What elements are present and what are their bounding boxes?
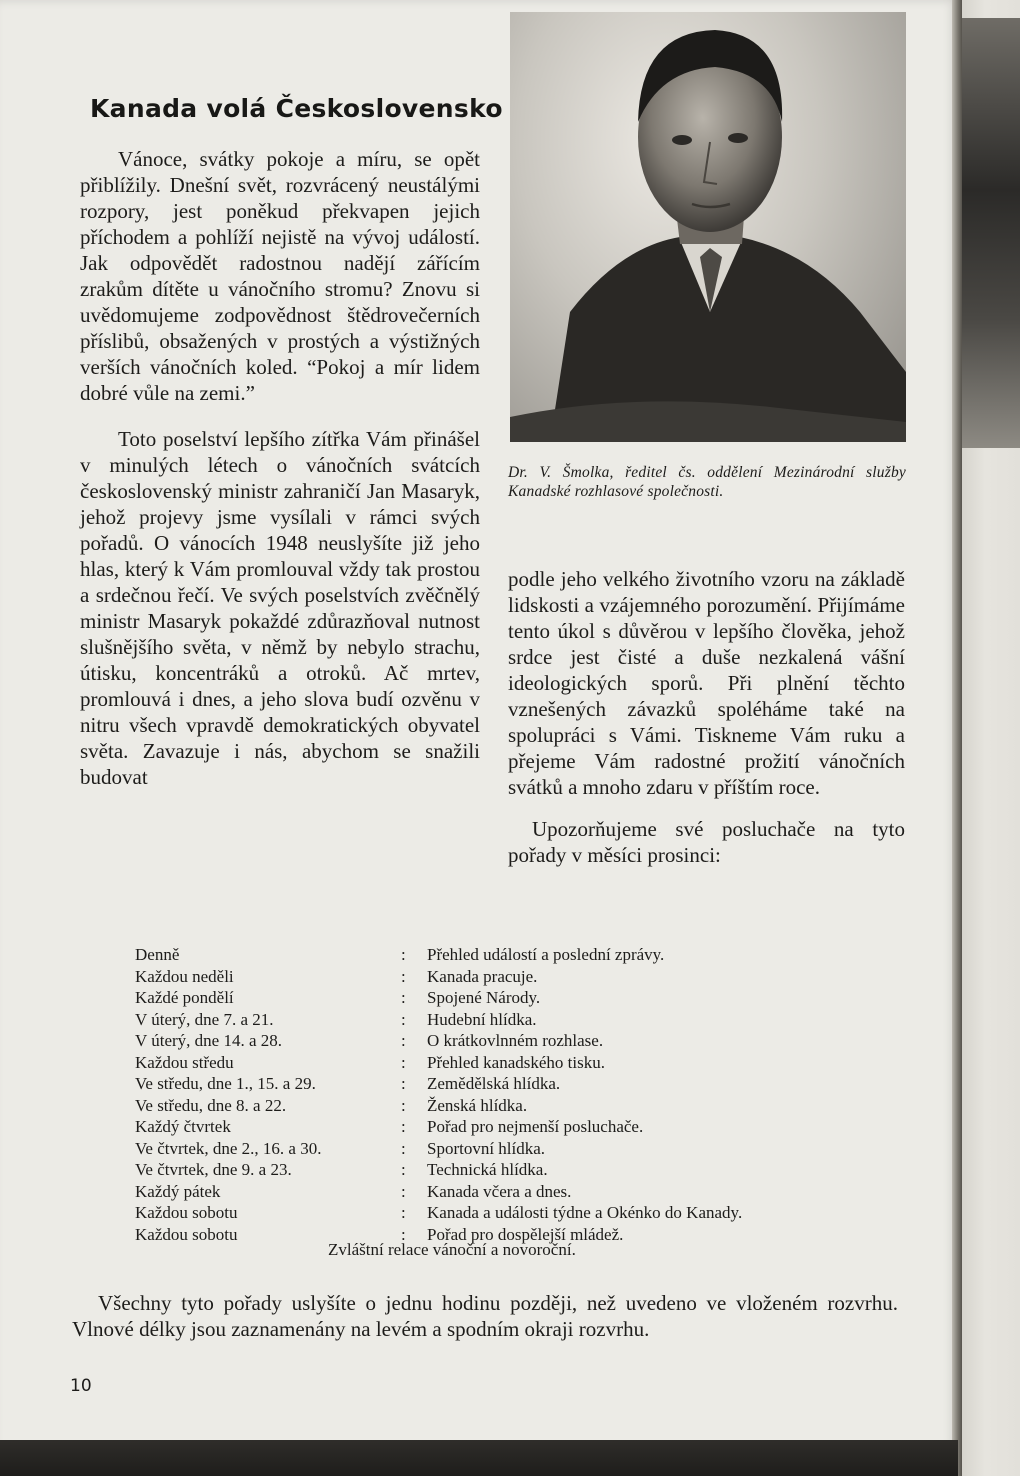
schedule-program: Kanada pracuje. — [427, 966, 538, 986]
schedule-row — [135, 987, 855, 1009]
schedule-day: Každé pondělí — [135, 988, 234, 1007]
schedule-program: Spojené Národy. — [427, 988, 541, 1007]
portrait-illustration — [510, 12, 906, 442]
schedule-separator: : — [401, 988, 406, 1007]
schedule-separator: : — [401, 1095, 406, 1115]
schedule-separator: : — [401, 1031, 406, 1050]
schedule-row — [135, 1159, 855, 1181]
schedule-row — [135, 1116, 855, 1138]
photo-caption: Dr. V. Šmolka, ředitel čs. oddělení Mezinárodní služby Kanadské rozhlasové společnosti. — [508, 464, 906, 500]
schedule-program: Ženská hlídka. — [427, 1095, 528, 1115]
schedule-separator: : — [401, 1160, 406, 1179]
schedule-day: Ve čtvrtek, dne 9. a 23. — [135, 1160, 292, 1179]
schedule-separator: : — [401, 945, 406, 964]
schedule-day: Každou neděli — [135, 966, 234, 986]
closing-text: Všechny tyto pořady uslyšíte o jednu hodinu později, než uvedeno ve vloženém rozvrhu. Vlnové délky jsou zaznamenány na levém a spodním okraji rozvrhu. — [72, 1291, 898, 1341]
schedule-day: Denně — [135, 945, 180, 964]
schedule-program: O krátkovlnném rozhlase. — [427, 1031, 604, 1050]
schedule-row — [135, 1181, 855, 1203]
intro-paragraph: Vánoce, svátky pokoje a míru, se opět přiblížily. Dnešní svět, rozvrácený neustálými rozpory, jest poněkud překvapen jejich příchodem a pohlíží nejistě na vývoj událostí. Jak odpovědět radostnou nadějí zářícím zrakům dítěte u vánočního stromu? Znovu si uvědomujeme zodpovědnost štědrovečerních příslibů, obsažených v prostých a výstižných verších vánočních koled. “Pokoj a mír lidem dobré vůle na zemi.” — [80, 147, 480, 405]
schedule-day: Ve čtvrtek, dne 2., 16. a 30. — [135, 1138, 322, 1158]
masaryk-paragraph: Toto poselství lepšího zítřka Vám přinášel v minulých létech o vánočních svátcích československý ministr zahraničí Jan Masaryk, jehož projevy jsme vysílali v rámci svých pořadů. O vánocích 1948 neuslyšíte již jeho hlas, který k Vám promlouval vždy tak prostou a srdečnou řečí. Ve svých poselstvích zvěčnělý ministr Masaryk pokaždé zdůrazňoval nutnost slušnějšího světa, v němž by nebylo strachu, útisku, koncentráků a otroků. Ač mrtev, promlouvá i dnes, a jeho slova budí ozvěnu v nitru všech vpravdě demokratických obyvatel světa. Zavazuje i nás, abychom se snažili budovat — [80, 427, 480, 789]
special-broadcast-note: Zvláštní relace vánoční a novoroční. — [328, 1240, 576, 1259]
schedule-separator: : — [401, 1203, 406, 1222]
schedule-day: V úterý, dne 14. a 28. — [135, 1031, 282, 1050]
schedule-program: Pořad pro nejmenší posluchače. — [427, 1117, 644, 1136]
schedule-row — [135, 1009, 855, 1031]
closing-paragraph — [72, 1290, 898, 1342]
adjacent-page-edge — [962, 0, 1020, 1476]
schedule-program: Sportovní hlídka. — [427, 1138, 546, 1158]
adjacent-photo-edge — [962, 18, 1020, 448]
schedule-day: Ve středu, dne 8. a 22. — [135, 1095, 287, 1115]
schedule-program: Hudební hlídka. — [427, 1009, 537, 1029]
schedule-row — [135, 1073, 855, 1095]
portrait-photo — [510, 12, 906, 442]
schedule-row — [135, 1030, 855, 1052]
schedule-row — [135, 1095, 855, 1117]
continuation-paragraph: podle jeho velkého životního vzoru na základě lidskosti a vzájemného porozumění. Přijímáme tento úkol s důvěrou v lepšího člověka, jehož srdce jest čisté a duše nezkalená vášní ideologických sporů. Při plnění těchto vznešených závazků spoléháme také na spolupráci s Vámi. Tiskneme Vám ruku a přejeme Vám radostné prožití vánočních svátků a mnoho zdaru v příštím roce. — [508, 567, 905, 799]
schedule-day: Každý pátek — [135, 1181, 221, 1201]
schedule-program: Technická hlídka. — [427, 1160, 548, 1179]
schedule-program: Zemědělská hlídka. — [427, 1074, 561, 1093]
schedule-day: Každý čtvrtek — [135, 1117, 231, 1136]
schedule-separator: : — [401, 1181, 406, 1201]
schedule-row — [135, 944, 855, 966]
schedule-intro-paragraph: Upozorňujeme své posluchače na tyto pořady v měsíci prosinci: — [508, 817, 905, 867]
book-gutter — [952, 0, 962, 1476]
schedule-program: Pořad pro dospělejší mládež. — [427, 1224, 624, 1244]
table-surface — [0, 1440, 958, 1476]
schedule-separator: : — [401, 1074, 406, 1093]
schedule-day: Každou sobotu — [135, 1203, 238, 1222]
left-column — [80, 146, 480, 790]
right-column — [508, 566, 905, 868]
article-title: Kanada volá Československo — [90, 94, 503, 123]
schedule-program: Kanada a události týdne a Okénko do Kanady. — [427, 1203, 743, 1222]
schedule-program: Přehled kanadského tisku. — [427, 1052, 605, 1072]
schedule-day: V úterý, dne 7. a 21. — [135, 1009, 274, 1029]
schedule-row — [135, 1052, 855, 1074]
page-number: 10 — [70, 1376, 92, 1396]
schedule-program: Přehled událostí a poslední zprávy. — [427, 945, 665, 964]
schedule-row — [135, 1202, 855, 1224]
schedule-separator: : — [401, 1224, 406, 1244]
schedule-separator: : — [401, 1009, 406, 1029]
schedule-day: Ve středu, dne 1., 15. a 29. — [135, 1074, 316, 1093]
schedule-row — [135, 1138, 855, 1160]
schedule-separator: : — [401, 1138, 406, 1158]
schedule-row — [135, 966, 855, 988]
schedule-separator: : — [401, 966, 406, 986]
schedule-day: Každou středu — [135, 1052, 234, 1072]
schedule-program: Kanada včera a dnes. — [427, 1181, 572, 1201]
broadcast-schedule — [135, 944, 855, 1245]
schedule-separator: : — [401, 1117, 406, 1136]
schedule-day: Každou sobotu — [135, 1224, 238, 1244]
schedule-separator: : — [401, 1052, 406, 1072]
